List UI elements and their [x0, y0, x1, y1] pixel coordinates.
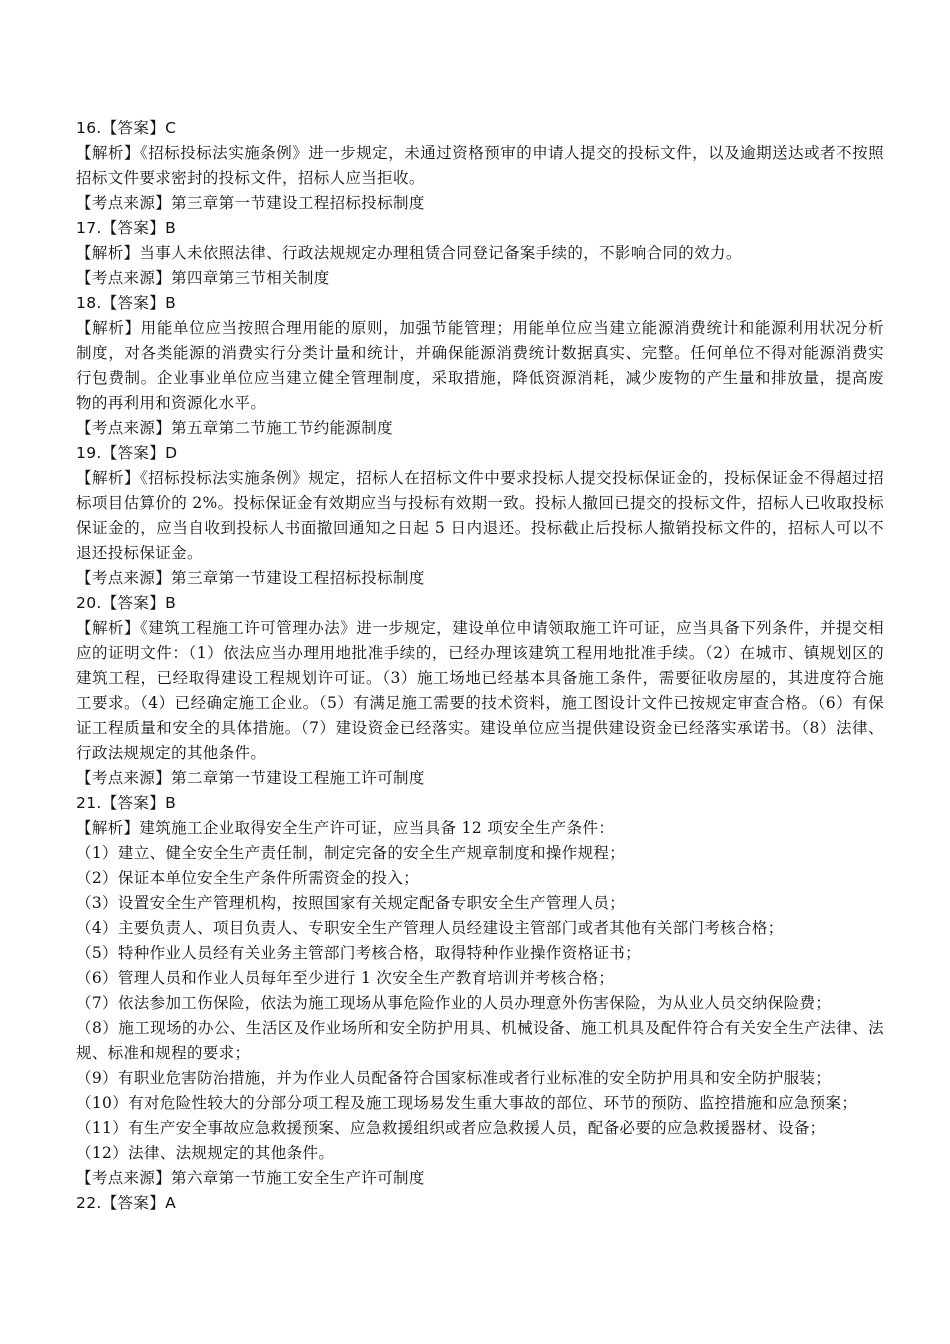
- condition-item: （9）有职业危害防治措施，并为作业人员配备符合国家标准或者行业标准的安全防护用具和安全防护服装；: [76, 1069, 832, 1087]
- condition-item: （4）主要负责人、项目负责人、专职安全生产管理人员经建设主管部门或者其他有关部门考核合格；: [76, 919, 784, 937]
- answer-16: 16.【答案】C: [76, 119, 177, 137]
- analysis-17: 【解析】当事人未依照法律、行政法规规定办理租赁合同登记备案手续的，不影响合同的效力。: [76, 244, 742, 262]
- source-21: 【考点来源】第六章第一节施工安全生产许可制度: [76, 1169, 425, 1187]
- analysis-16: 【解析】《招标投标法实施条例》进一步规定，未通过资格预审的申请人提交的投标文件，以及逾期送达或者不按照招标文件要求密封的投标文件，招标人应当拒收。: [76, 144, 884, 187]
- answer-17: 17.【答案】B: [76, 219, 177, 237]
- condition-item: （1）建立、健全安全生产责任制，制定完备的安全生产规章制度和操作规程；: [76, 844, 626, 862]
- condition-item: （12）法律、法规规定的其他条件。: [76, 1144, 335, 1162]
- condition-item: （7）依法参加工伤保险，依法为施工现场从事危险作业的人员办理意外伤害保险，为从业人员交纳保险费；: [76, 994, 832, 1012]
- condition-item: （3）设置安全生产管理机构，按照国家有关规定配备专职安全生产管理人员；: [76, 894, 626, 912]
- condition-item: （8）施工现场的办公、生活区及作业场所和安全防护用具、机械设备、施工机具及配件符合有关安全生产法律、法规、标准和规程的要求；: [76, 1019, 884, 1062]
- condition-item: （6）管理人员和作业人员每年至少进行 1 次安全生产教育培训并考核合格；: [76, 969, 615, 987]
- source-17: 【考点来源】第四章第三节相关制度: [76, 269, 330, 287]
- analysis-18: 【解析】用能单位应当按照合理用能的原则，加强节能管理；用能单位应当建立能源消费统计和能源利用状况分析制度，对各类能源的消费实行分类计量和统计，并确保能源消费统计数据真实、完整。任何单位不得对能源消费实行包费制。企业事业单位应当建立健全管理制度，采取措施，降低资源消耗，减少废物的产生量和排放量，提高废物的再利用和资源化水平。: [76, 319, 884, 412]
- answer-21: 21.【答案】B: [76, 794, 177, 812]
- answer-19: 19.【答案】D: [76, 444, 178, 462]
- source-16: 【考点来源】第三章第一节建设工程招标投标制度: [76, 194, 425, 212]
- answer-20: 20.【答案】B: [76, 594, 177, 612]
- analysis-21: 【解析】建筑施工企业取得安全生产许可证，应当具备 12 项安全生产条件：: [76, 819, 615, 837]
- condition-item: （5）特种作业人员经有关业务主管部门考核合格，取得特种作业操作资格证书；: [76, 944, 641, 962]
- source-20: 【考点来源】第二章第一节建设工程施工许可制度: [76, 769, 425, 787]
- answer-22: 22.【答案】A: [76, 1194, 177, 1212]
- analysis-19: 【解析】《招标投标法实施条例》规定，招标人在招标文件中要求投标人提交投标保证金的，投标保证金不得超过招标项目估算价的 2%。投标保证金有效期应当与投标有效期一致。投标人撤回已提交的投标文件，招标人已收取投标保证金的，应当自收到投标人书面撤回通知之日起 5 日内退还。投标截止后投标人撤销投标文件的，招标人可以不退还投标保证金。: [76, 469, 884, 562]
- condition-item: （10）有对危险性较大的分部分项工程及施工现场易发生重大事故的部位、环节的预防、监控措施和应急预案；: [76, 1094, 858, 1112]
- analysis-20: 【解析】《建筑工程施工许可管理办法》进一步规定，建设单位申请领取施工许可证，应当具备下列条件，并提交相应的证明文件：（1）依法应当办理用地批准手续的，已经办理该建筑工程用地批准手续。（2）在城市、镇规划区的建筑工程，已经取得建设工程规划许可证。（3）施工场地已经基本具备施工条件，需要征收房屋的，其进度符合施工要求。（4）已经确定施工企业。（5）有满足施工需要的技术资料，施工图设计文件已按规定审查合格。（6）有保证工程质量和安全的具体措施。（7）建设资金已经落实。建设单位应当提供建设资金已经落实承诺书。（8）法律、行政法规规定的其他条件。: [76, 619, 884, 762]
- condition-item: （2）保证本单位安全生产条件所需资金的投入；: [76, 869, 420, 887]
- source-19: 【考点来源】第三章第一节建设工程招标投标制度: [76, 569, 425, 587]
- document-page: [76, 116, 884, 1216]
- answer-18: 18.【答案】B: [76, 294, 177, 312]
- condition-item: （11）有生产安全事故应急救援预案、应急救援组织或者应急救援人员，配备必要的应急救援器材、设备；: [76, 1119, 826, 1137]
- source-18: 【考点来源】第五章第二节施工节约能源制度: [76, 419, 394, 437]
